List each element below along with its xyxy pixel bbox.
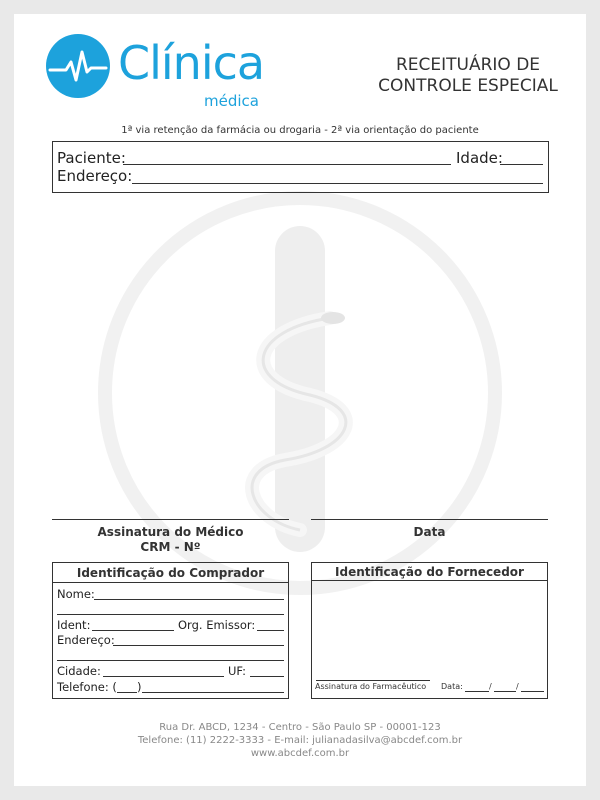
buyer-phone-close: ) bbox=[137, 680, 142, 694]
doctor-signature-line[interactable] bbox=[52, 519, 289, 520]
via-note: 1ª via retenção da farmácia ou drogaria - 2ª via orientação do paciente bbox=[121, 125, 479, 136]
buyer-ident-label: Ident: bbox=[57, 618, 91, 632]
buyer-heading-divider bbox=[52, 582, 289, 583]
buyer-name-field[interactable] bbox=[94, 599, 284, 600]
supplier-date-sep-2: / bbox=[516, 682, 519, 691]
supplier-date-sep-1: / bbox=[489, 682, 492, 691]
patient-address-field[interactable] bbox=[132, 183, 543, 184]
supplier-date-month[interactable] bbox=[494, 691, 516, 692]
brand-name: Clínica bbox=[118, 36, 265, 90]
pharmacist-signature-field[interactable] bbox=[316, 680, 430, 681]
footer-website: www.abcdef.com.br bbox=[250, 748, 350, 759]
buyer-name-label: Nome: bbox=[57, 587, 95, 601]
supplier-date-day[interactable] bbox=[465, 691, 489, 692]
buyer-uf-label: UF: bbox=[228, 664, 247, 678]
buyer-phone-area-field[interactable] bbox=[117, 692, 137, 693]
supplier-date-label: Data: bbox=[441, 682, 463, 691]
buyer-org-field[interactable] bbox=[257, 630, 284, 631]
patient-age-field[interactable] bbox=[500, 164, 543, 165]
buyer-ident-field[interactable] bbox=[92, 630, 174, 631]
document-title bbox=[366, 55, 570, 97]
footer-contact: Telefone: (11) 2222-3333 - E-mail: julianadasilva@abcdef.com.br bbox=[137, 735, 463, 746]
supplier-heading-divider bbox=[311, 580, 548, 581]
patient-name-field[interactable] bbox=[123, 164, 451, 165]
heartbeat-circle-icon bbox=[46, 34, 110, 98]
buyer-phone-label: Telefone: ( bbox=[57, 680, 117, 694]
patient-address-label: Endereço: bbox=[57, 167, 133, 185]
supplier-heading: Identificação do Fornecedor bbox=[335, 565, 524, 579]
supplier-box bbox=[311, 562, 548, 699]
crm-label: CRM - Nº bbox=[140, 540, 201, 554]
patient-age-label: Idade: bbox=[456, 149, 503, 167]
doctor-signature-label: Assinatura do Médico bbox=[97, 525, 244, 539]
buyer-address-label: Endereço: bbox=[57, 633, 115, 647]
pharmacist-signature-label: Assinatura do Farmacêutico bbox=[315, 682, 427, 691]
buyer-address-field[interactable] bbox=[113, 645, 284, 646]
buyer-org-label: Org. Emissor: bbox=[178, 618, 256, 632]
buyer-uf-field[interactable] bbox=[250, 676, 284, 677]
title-line-2: CONTROLE ESPECIAL bbox=[378, 76, 558, 96]
date-label: Data bbox=[413, 525, 446, 539]
date-signature-line[interactable] bbox=[311, 519, 548, 520]
title-line-1: RECEITUÁRIO DE bbox=[395, 55, 541, 75]
buyer-name-field-2[interactable] bbox=[57, 614, 284, 615]
brand-subtitle: médica bbox=[204, 92, 259, 110]
footer-address: Rua Dr. ABCD, 1234 - Centro - São Paulo SP - 00001-123 bbox=[159, 722, 441, 733]
buyer-city-field[interactable] bbox=[103, 676, 224, 677]
patient-name-label: Paciente: bbox=[57, 149, 126, 167]
buyer-address-field-2[interactable] bbox=[57, 660, 284, 661]
buyer-heading: Identificação do Comprador bbox=[76, 566, 265, 580]
supplier-date-year[interactable] bbox=[521, 691, 544, 692]
buyer-city-label: Cidade: bbox=[57, 664, 101, 678]
buyer-phone-field[interactable] bbox=[142, 692, 284, 693]
